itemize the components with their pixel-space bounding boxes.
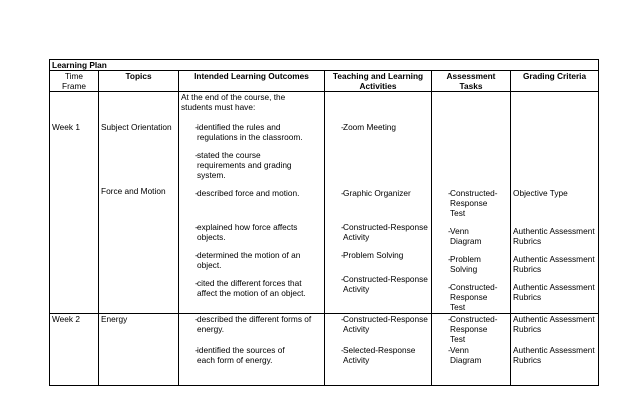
list-item: - Constructed-Response Activity	[327, 274, 429, 294]
tasks-cell	[432, 92, 511, 314]
bullet-dash: -	[195, 150, 198, 160]
list-item: - Constructed-Response Test	[434, 188, 508, 226]
bullet-dash: -	[195, 314, 198, 324]
list-item: - stated the course requirements and grading system.	[181, 150, 322, 188]
bullet-dash: -	[195, 188, 198, 198]
header-row	[50, 71, 599, 92]
grading-item: Authentic Assessment Rubrics	[513, 314, 595, 334]
title-row	[50, 60, 599, 71]
grading-item: Authentic Assessment Rubrics	[513, 226, 595, 246]
outcomes-cell	[179, 92, 325, 314]
table-title: Learning Plan	[50, 60, 599, 71]
list-item: - identified the rules and regulations in the classroom.	[181, 122, 322, 150]
list-item: - Constructed-Response Activity	[327, 222, 429, 250]
tasks-cell	[432, 314, 511, 386]
learning-plan-table	[49, 59, 599, 386]
list-item: - Constructed-Response Test	[434, 282, 508, 312]
bullet-dash: -	[195, 122, 198, 132]
header-topics: Topics	[99, 71, 179, 92]
header-grading: Grading Criteria	[511, 71, 599, 92]
list-item: - Venn Diagram	[434, 345, 508, 365]
bullet-dash: -	[341, 250, 344, 260]
bullet-dash: -	[448, 188, 451, 198]
list-item: - Selected-Response Activity	[327, 345, 429, 365]
topic-subject-orientation: Subject Orientation	[101, 122, 172, 132]
bullet-dash: -	[195, 250, 198, 260]
week-label: Week 1	[52, 122, 80, 132]
bullet-dash: -	[448, 226, 451, 236]
intro-text: At the end of the course, the students must have:	[181, 92, 286, 112]
time-frame-cell	[50, 314, 99, 386]
grading-cell	[511, 314, 599, 386]
bullet-dash: -	[195, 222, 198, 232]
list-item: - Problem Solving	[327, 250, 429, 274]
bullet-dash: -	[448, 254, 451, 264]
time-frame-cell	[50, 92, 99, 314]
header-tasks: Assessment Tasks	[432, 71, 511, 92]
list-item: - cited the different forces that affect the motion of an object.	[181, 278, 322, 298]
list-item: - determined the motion of an object.	[181, 250, 322, 278]
topics-cell	[99, 314, 179, 386]
topics-cell	[99, 92, 179, 314]
bullet-dash: -	[448, 314, 451, 324]
list-item: - described force and motion.	[181, 188, 322, 222]
list-item: - Constructed-Response Activity	[327, 314, 429, 345]
grading-item: Authentic Assessment Rubrics	[513, 345, 595, 365]
bullet-dash: -	[341, 314, 344, 324]
list-item: - Zoom Meeting	[327, 122, 429, 188]
bullet-dash: -	[448, 345, 451, 355]
bullet-dash: -	[341, 222, 344, 232]
grading-cell	[511, 92, 599, 314]
activities-cell	[325, 314, 432, 386]
bullet-dash: -	[341, 122, 344, 132]
grading-item: Objective Type	[513, 188, 568, 198]
grading-item: Authentic Assessment Rubrics	[513, 282, 595, 302]
bullet-dash: -	[448, 282, 451, 292]
grading-item: Authentic Assessment Rubrics	[513, 254, 595, 274]
week-label: Week 2	[52, 314, 80, 324]
bullet-dash: -	[195, 345, 198, 355]
header-time-frame: Time Frame	[50, 71, 99, 92]
activities-cell	[325, 92, 432, 314]
list-item: - Constructed-Response Test	[434, 314, 508, 345]
header-activities: Teaching and Learning Activities	[325, 71, 432, 92]
list-item: - identified the sources of each form of energy.	[181, 345, 322, 365]
header-outcomes: Intended Learning Outcomes	[179, 71, 325, 92]
table-row-week1	[50, 92, 599, 314]
bullet-dash: -	[195, 278, 198, 288]
topic-force-and-motion: Force and Motion	[101, 186, 166, 196]
list-item: - explained how force affects objects.	[181, 222, 322, 250]
list-item: - Graphic Organizer	[327, 188, 429, 222]
bullet-dash: -	[341, 274, 344, 284]
list-item: - Problem Solving	[434, 254, 508, 282]
topic-energy: Energy	[101, 314, 128, 324]
table-row-week2	[50, 314, 599, 386]
bullet-dash: -	[341, 345, 344, 355]
list-item: - Venn Diagram	[434, 226, 508, 254]
outcomes-cell	[179, 314, 325, 386]
list-item: - described the different forms of energy.	[181, 314, 322, 345]
bullet-dash: -	[341, 188, 344, 198]
